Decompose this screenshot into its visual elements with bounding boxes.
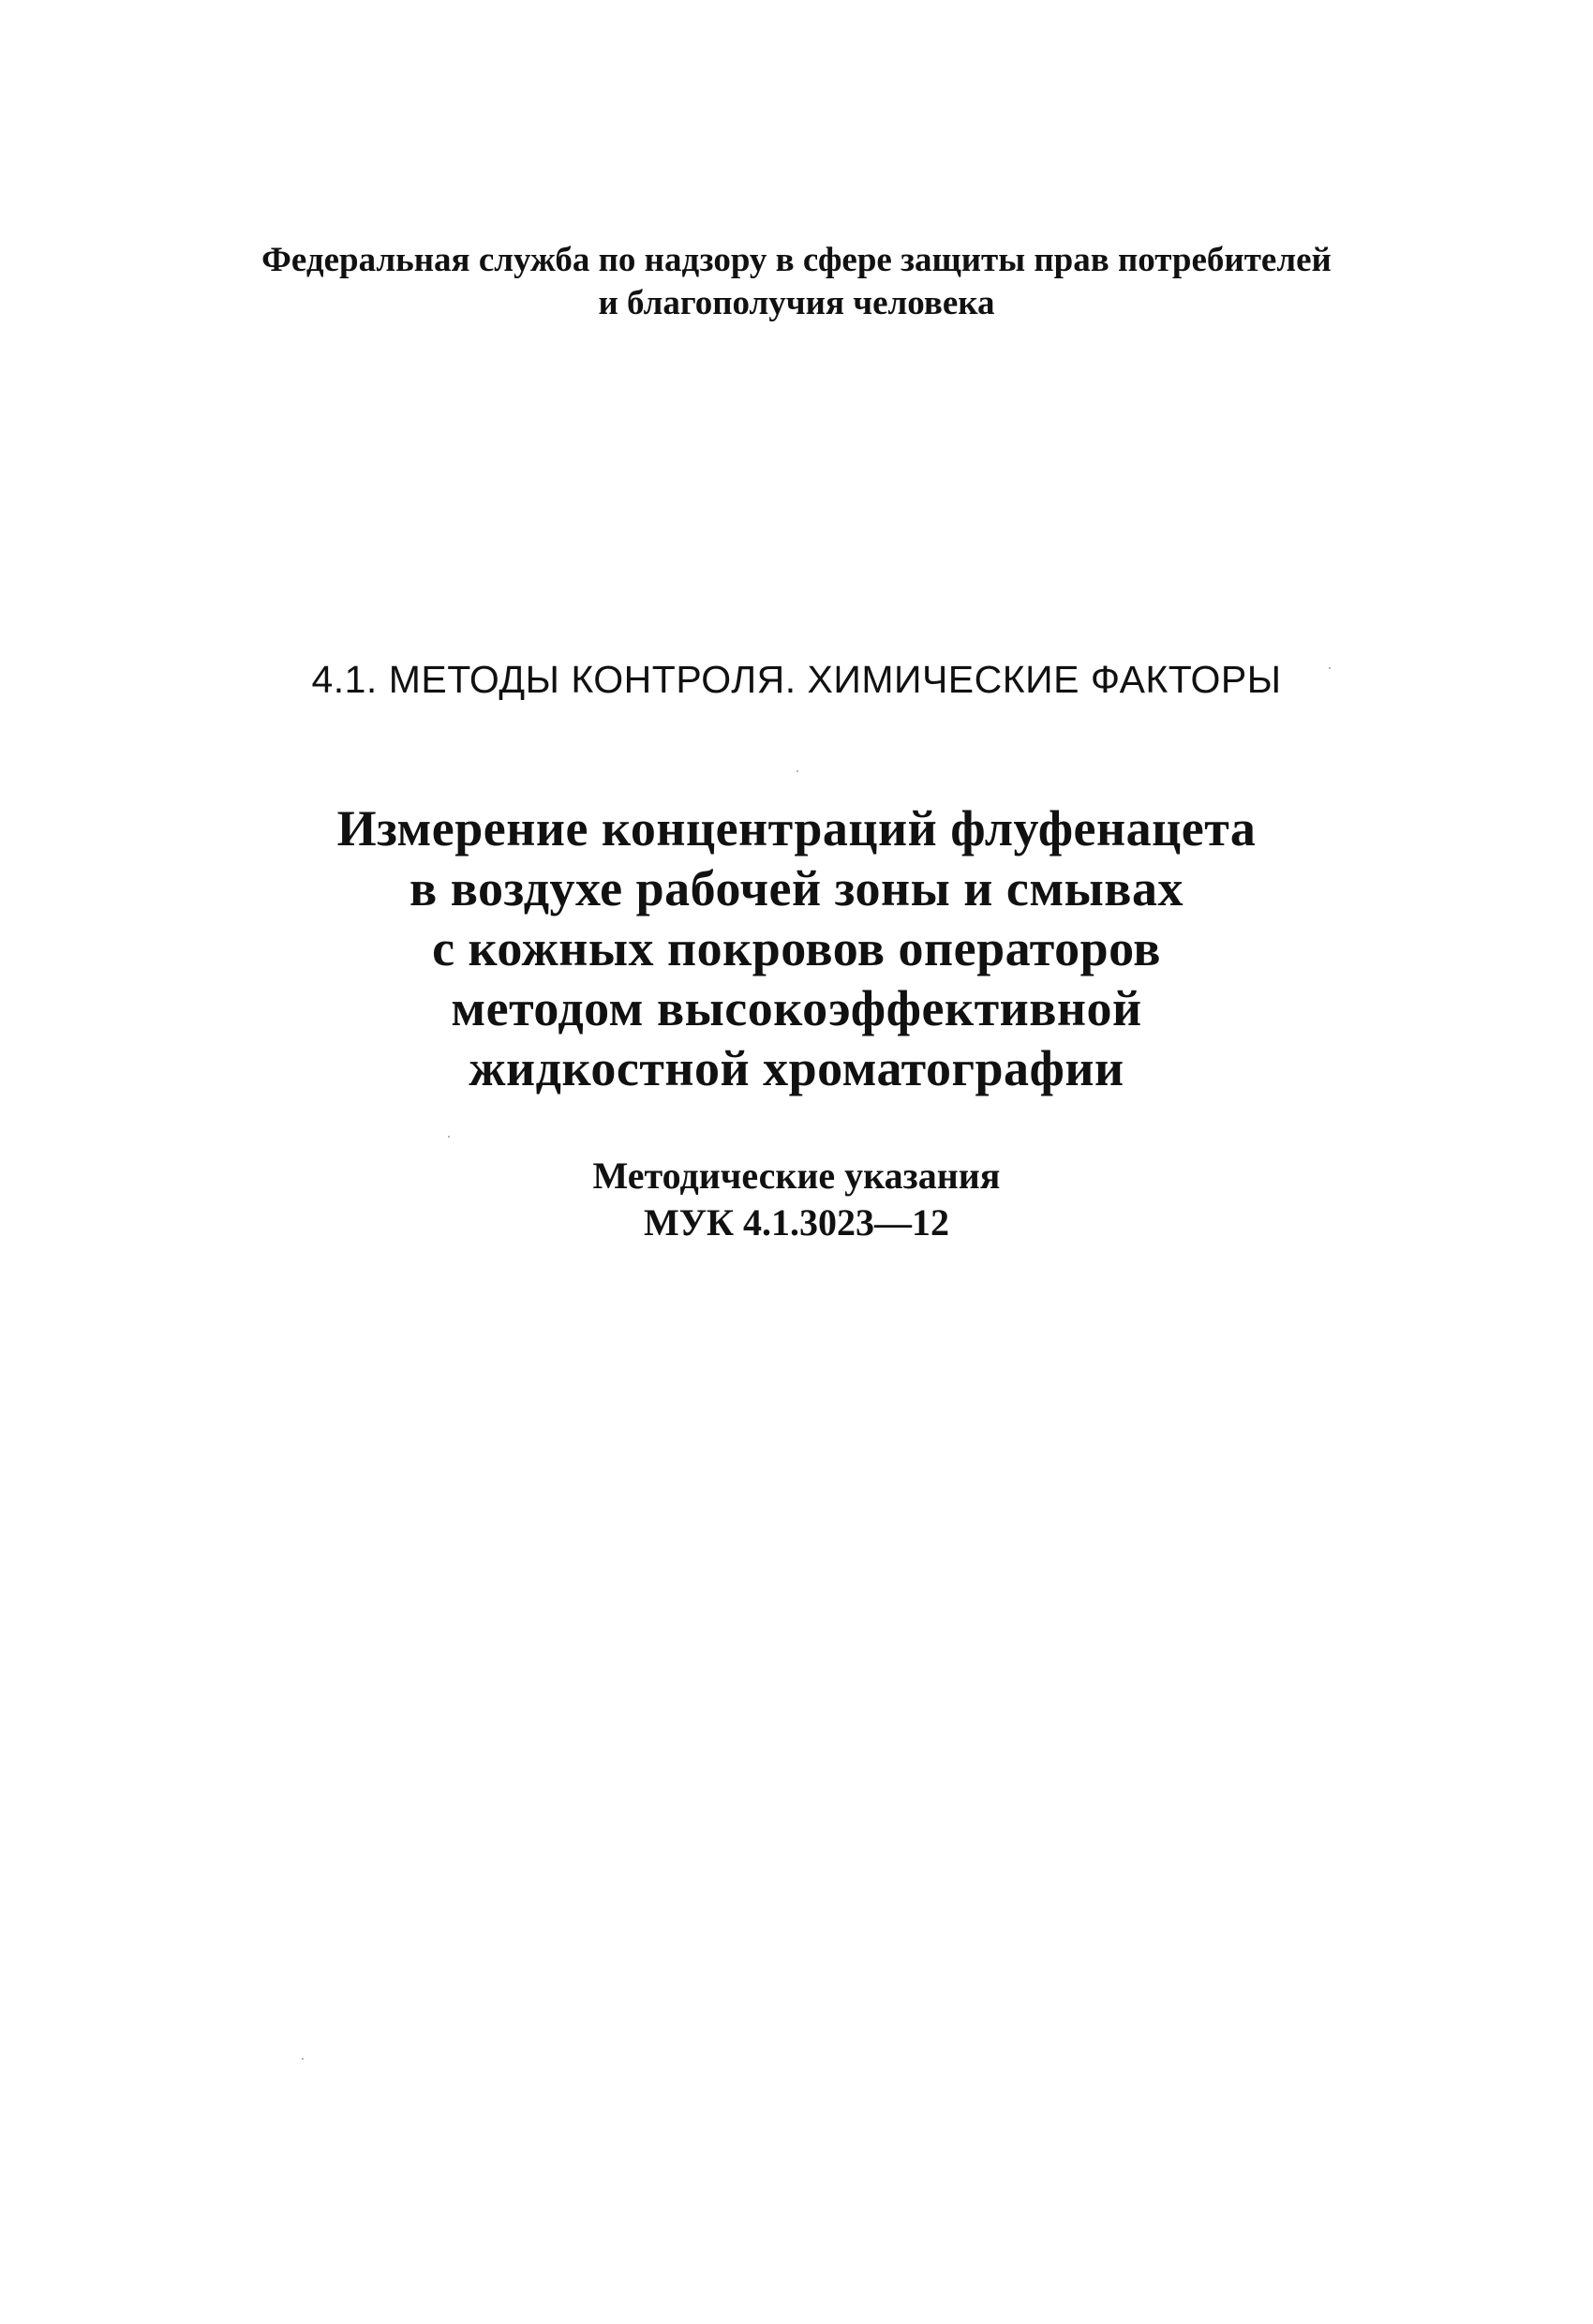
agency-name-line-2: и благополучия человека [598,284,995,322]
scan-speck [1329,667,1331,669]
scan-speck [302,2058,304,2060]
scan-speck [796,770,798,772]
title-line-1: Измерение концентраций флуфенацета [336,800,1257,857]
title-line-4: методом высокоэффективной [451,980,1142,1036]
scan-speck [448,1136,450,1138]
document-title [112,798,1481,1098]
title-line-2: в воздухе рабочей зоны и смывах [409,860,1184,916]
document-type [112,1153,1481,1246]
document-code: МУК 4.1.3023—12 [643,1201,950,1244]
document-type-label: Методические указания [592,1155,1001,1197]
section-heading: 4.1. МЕТОДЫ КОНТРОЛЯ. ХИМИЧЕСКИЕ ФАКТОРЫ [311,658,1282,701]
title-line-3: с кожных покровов операторов [432,920,1161,976]
issuing-agency [112,239,1481,325]
agency-name-line-1: Федеральная служба по надзору в сфере защиты прав потребителей [261,241,1332,279]
title-line-5: жидкостной хроматографии [469,1040,1124,1096]
